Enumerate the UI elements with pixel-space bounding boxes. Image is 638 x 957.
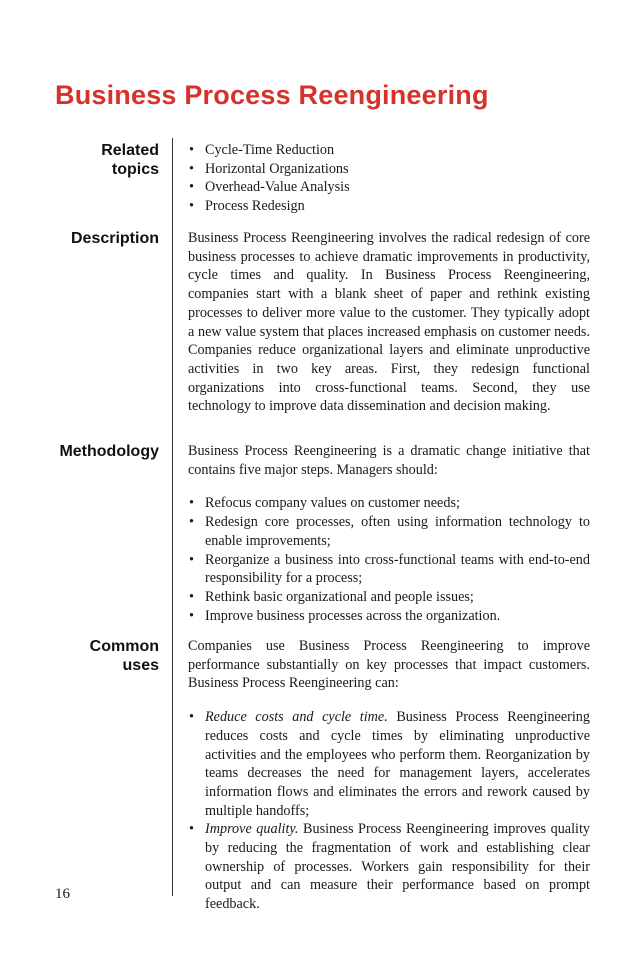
use-item-lead: Reduce costs and cycle time. [205, 709, 388, 726]
related-label-line2: topics [111, 161, 159, 178]
related-topics-list [188, 141, 590, 216]
use-item-lead: Improve quality. [205, 821, 299, 838]
related-topic-item: • Process Redesign [188, 197, 590, 216]
use-item-text: Business Process Reengineering reduces costs and cycle times by eliminating unproductive activities and the employees who perform them. Reorganization by teams decreases the need for management layers, accelerates information flows and eliminates the errors and rework caused by multiple handoffs; [205, 709, 590, 819]
use-item-text: Business Process Reengineering improves quality by reducing the fragmentation of work and establishing clear ownership of processes. Workers gain responsibility for their output and can measure their performance based on prompt feedback. [205, 821, 591, 913]
related-topics-label [54, 141, 159, 179]
related-topic-item: • Overhead-Value Analysis [188, 178, 590, 197]
common-uses-section [188, 637, 590, 914]
related-topic-item: • Horizontal Organizations [188, 160, 590, 179]
description-text: Business Process Reengineering involves the radical redesign of core business processes to achieve dramatic improvements in productivity, cycle times and quality. In Business Process Reengineering, companies start with a blank sheet of paper and rethink existing processes to deliver more value to the customer. They typically adopt a new value system that places increased emphasis on customer needs. Companies reduce organizational layers and eliminate unproductive activities in two key areas. First, they redesign functional organizations into cross-functional teams. Second, they use technology to improve data dissemination and decision making. [188, 230, 590, 415]
uses-label-line1: Common [89, 638, 159, 655]
methodology-step: • Reorganize a business into cross-functional teams with end-to-end responsibility for a process; [188, 551, 590, 588]
description-label: Description [70, 230, 159, 247]
related-label-line1: Related [101, 142, 159, 159]
methodology-step: • Improve business processes across the organization. [188, 607, 590, 626]
methodology-label: Methodology [59, 443, 159, 460]
uses-label-line2: uses [122, 657, 159, 674]
methodology-section [188, 442, 590, 625]
use-item [188, 708, 590, 820]
description-section [188, 229, 590, 416]
vertical-divider [172, 138, 173, 896]
methodology-step: • Redesign core processes, often using information technology to enable improvements; [188, 513, 590, 550]
methodology-step: • Rethink basic organizational and people issues; [188, 588, 590, 607]
uses-intro: Companies use Business Process Reengineering to improve performance substantially on key processes that impact customers. Business Process Reengineering can: [188, 638, 590, 692]
page-title: Business Process Reengineering [55, 80, 489, 110]
related-topic-item: • Cycle-Time Reduction [188, 141, 590, 160]
use-item [188, 820, 590, 914]
common-uses-label [54, 637, 159, 675]
methodology-step: • Refocus company values on customer needs; [188, 494, 590, 513]
methodology-intro: Business Process Reengineering is a dramatic change initiative that contains five major steps. Managers should: [188, 443, 590, 478]
page-number: 16 [55, 886, 70, 902]
